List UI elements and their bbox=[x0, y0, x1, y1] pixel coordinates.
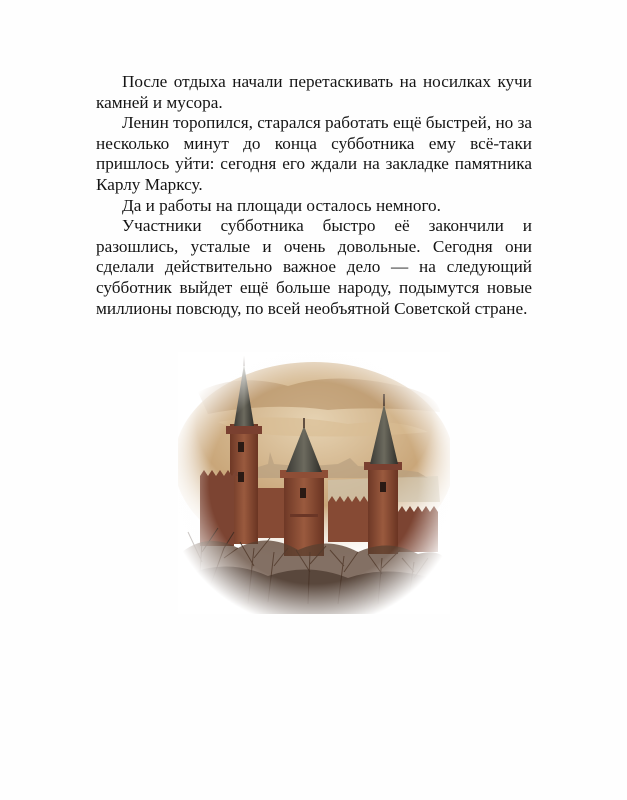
paragraph-1: После отдыха начали перетаскивать на носилках кучи камней и мусора. bbox=[96, 72, 532, 112]
body-text bbox=[96, 72, 532, 319]
kremlin-illustration bbox=[178, 352, 450, 614]
paragraph-3: Да и работы на площади осталось немного. bbox=[122, 195, 441, 215]
paragraph-4: Участники субботника быстро её закончили и разошлись, усталые и очень довольные. Сегодня они сделали действительно важное дело — на следующий субботник выйдет ещё больше народу, подымутся новые миллионы повсюду, по всей необъятной Советской стране. bbox=[96, 216, 532, 318]
paragraph-2: Ленин торопился, старался работать ещё быстрей, но за несколько минут до конца субботника ему всё-таки пришлось уйти: сегодня его ждали на закладке памятника Карлу Марксу. bbox=[96, 113, 532, 194]
vignette bbox=[178, 352, 450, 614]
